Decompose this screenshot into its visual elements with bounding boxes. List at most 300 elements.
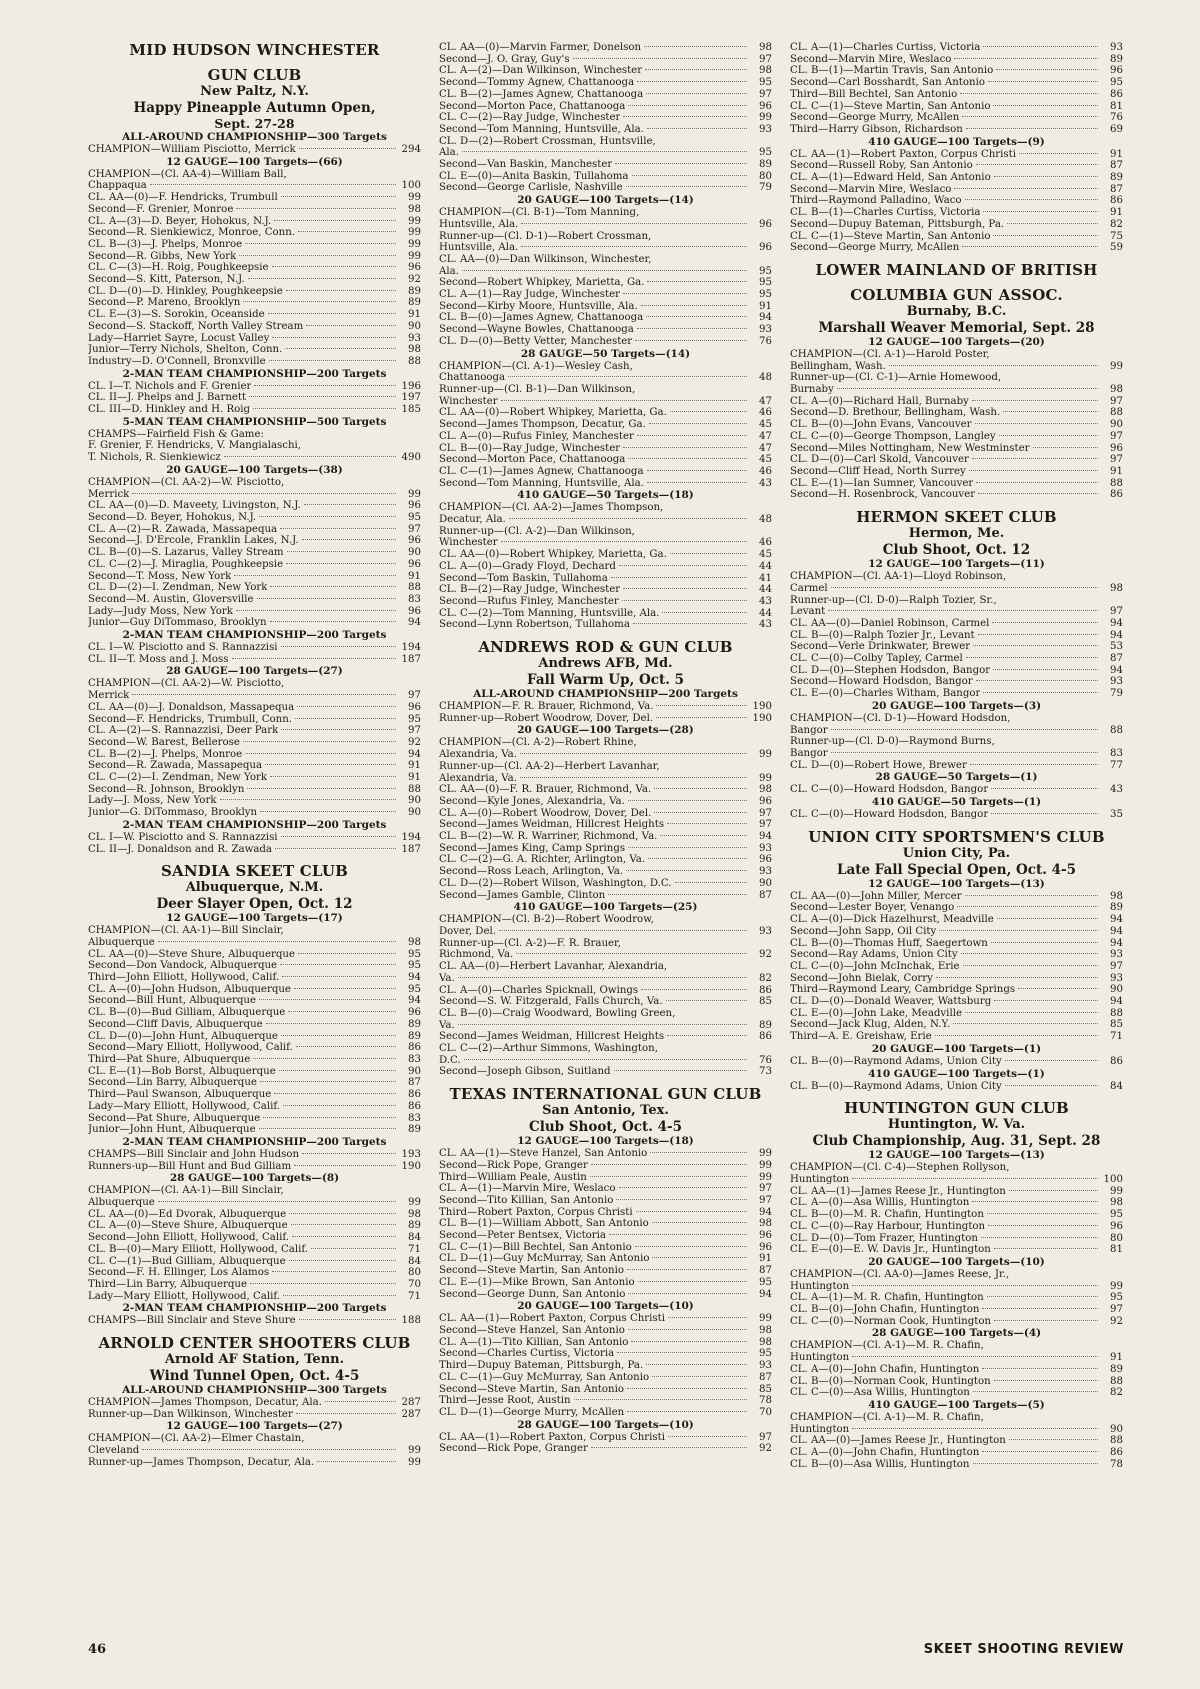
dot-leader xyxy=(981,1237,1098,1238)
result-entry: Second—Carl Bosshardt, San Antonio xyxy=(790,77,985,89)
result-entry: Second—Miles Nottingham, New Westminster xyxy=(790,442,1030,454)
result-entry: Second—Kirby Moore, Huntsville, Ala. xyxy=(439,300,638,312)
score: 75 xyxy=(1110,230,1123,242)
result-entry: Second—Cliff Davis, Albuquerque xyxy=(88,1018,263,1030)
result-row xyxy=(88,1019,421,1031)
result-row xyxy=(88,995,421,1007)
result-entry: CL. AA—(1)—James Reese Jr., Huntington xyxy=(790,1185,1006,1197)
dot-leader xyxy=(988,81,1098,82)
dot-leader xyxy=(272,266,396,267)
section-heading: 28 GAUGE—100 Targets—(4) xyxy=(871,1327,1042,1340)
score: 84 xyxy=(408,1255,421,1267)
result-row xyxy=(439,749,772,761)
dot-leader xyxy=(311,1248,396,1249)
result-row xyxy=(439,124,772,136)
score: 98 xyxy=(759,784,772,796)
score: 83 xyxy=(408,593,421,605)
result-row xyxy=(88,571,421,583)
dot-leader xyxy=(965,199,1098,200)
result-entry: Second—Don Vandock, Albuquerque xyxy=(88,960,278,972)
dot-leader xyxy=(637,81,747,82)
result-row xyxy=(88,1457,421,1469)
results-columns xyxy=(88,42,1124,1632)
result-entry: Merrick xyxy=(88,690,130,702)
result-row xyxy=(790,231,1123,243)
dot-leader xyxy=(632,175,748,176)
result-row xyxy=(88,1077,421,1089)
dot-leader xyxy=(259,999,396,1000)
result-entry: Second—John Elliott, Hollywood, Calif. xyxy=(88,1232,290,1244)
score: 88 xyxy=(1110,407,1123,419)
result-entry: Runners-up—Bill Hunt and Bud Gilliam xyxy=(88,1160,292,1172)
result-entry: Second—George Dunn, San Antonio xyxy=(439,1288,626,1300)
result-row xyxy=(790,1186,1123,1198)
score: 93 xyxy=(759,866,772,878)
score: 89 xyxy=(408,1030,421,1042)
result-row xyxy=(439,1020,772,1032)
score: 99 xyxy=(408,215,421,227)
dot-leader xyxy=(667,1035,747,1036)
result-row xyxy=(790,961,1123,973)
dot-leader xyxy=(1009,1439,1098,1440)
dot-leader xyxy=(637,328,747,329)
score: 185 xyxy=(401,404,421,416)
result-entry: Ala. xyxy=(439,265,459,277)
result-row xyxy=(439,65,772,77)
score: 79 xyxy=(1110,688,1123,700)
result-row xyxy=(790,653,1123,665)
dot-leader xyxy=(961,953,1098,954)
score: 99 xyxy=(408,1456,421,1468)
score: 96 xyxy=(1110,65,1123,77)
result-entry: Second—Howard Hodsdon, Bangor xyxy=(790,676,973,688)
result-entry: CL. AA—(0)—Robert Whipkey, Marietta, Ga. xyxy=(439,549,667,561)
result-row xyxy=(88,1315,421,1327)
score: 48 xyxy=(759,372,772,384)
score: 91 xyxy=(408,570,421,582)
dot-leader xyxy=(976,482,1098,483)
result-entry: Second—F. Grenier, Monroe xyxy=(88,203,234,215)
dot-leader xyxy=(628,847,747,848)
result-row xyxy=(790,1031,1123,1043)
dot-leader xyxy=(987,1296,1098,1297)
dot-leader xyxy=(458,1024,747,1025)
dot-leader xyxy=(641,989,747,990)
dot-leader xyxy=(623,588,747,589)
result-row xyxy=(439,561,772,573)
result-row xyxy=(439,1360,772,1372)
result-entry: CL. B—(0)—James Agnew, Chattanooga xyxy=(439,312,644,324)
score: 97 xyxy=(759,819,772,831)
result-row xyxy=(439,312,772,324)
dot-leader xyxy=(296,1046,396,1047)
result-entry: CL. E—(0)—E. W. Davis Jr., Huntington xyxy=(790,1244,991,1256)
dot-leader xyxy=(265,764,396,765)
dot-leader xyxy=(270,621,396,622)
result-row xyxy=(439,996,772,1008)
result-row xyxy=(439,808,772,820)
dot-leader xyxy=(1018,988,1098,989)
dot-leader xyxy=(649,423,747,424)
result-entry: Second—Lester Boyer, Venango xyxy=(790,902,955,914)
result-row xyxy=(439,147,772,159)
score: 98 xyxy=(408,344,421,356)
result-line: Runner-up—(Cl. D-1)—Robert Crossman, xyxy=(439,230,652,242)
result-entry: Second—Rick Pope, Granger xyxy=(439,1159,588,1171)
score: 71 xyxy=(1110,1031,1123,1043)
result-entry: Chappaqua xyxy=(88,180,147,192)
score: 99 xyxy=(1110,1280,1123,1292)
score: 97 xyxy=(1110,395,1123,407)
result-entry: Third—Harry Gibson, Richardson xyxy=(790,123,963,135)
result-row xyxy=(88,749,421,761)
result-entry: CL. I—W. Pisciotto and S. Rannazzisi xyxy=(88,831,278,843)
result-entry: CL. A—(2)—R. Zawada, Massapequa xyxy=(88,523,278,535)
score: 97 xyxy=(759,1431,772,1443)
result-row xyxy=(439,54,772,66)
result-entry: CL. B—(0)—Mary Elliott, Hollywood, Calif. xyxy=(88,1243,309,1255)
result-entry: CL. D—(0)—Betty Vetter, Manchester xyxy=(439,335,633,347)
result-entry: CL. B—(0)—S. Lazarus, Valley Stream xyxy=(88,547,284,559)
result-entry: CL. D—(2)—I. Zendman, New York xyxy=(88,582,268,594)
dot-leader xyxy=(831,729,1098,730)
score: 95 xyxy=(408,983,421,995)
score: 96 xyxy=(408,1007,421,1019)
result-row xyxy=(439,1242,772,1254)
dot-leader xyxy=(296,1413,396,1414)
score: 99 xyxy=(408,238,421,250)
dot-leader xyxy=(983,46,1098,47)
result-row xyxy=(88,937,421,949)
score: 47 xyxy=(759,430,772,442)
result-row xyxy=(790,748,1123,760)
result-row xyxy=(790,1447,1123,1459)
result-row xyxy=(439,1384,772,1396)
score: 188 xyxy=(401,1315,421,1327)
dot-leader xyxy=(646,1364,747,1365)
result-row xyxy=(790,384,1123,396)
result-entry: CL. A—(0)—Steve Shure, Albuquerque xyxy=(88,1220,288,1232)
club-name: GUN CLUB xyxy=(207,66,302,84)
result-entry: CL. D—(0)—Robert Howe, Brewer xyxy=(790,759,967,771)
score: 77 xyxy=(1110,759,1123,771)
section-heading: 20 GAUGE—100 Targets—(10) xyxy=(868,1255,1045,1268)
result-row xyxy=(88,297,421,309)
result-row xyxy=(790,891,1123,903)
score: 71 xyxy=(408,1290,421,1302)
section-heading: 28 GAUGE—50 Targets—(14) xyxy=(520,347,691,360)
dot-leader xyxy=(1005,1085,1098,1086)
score: 87 xyxy=(1110,160,1123,172)
result-line: CHAMPION—(Cl. AA-0)—James Reese, Jr., xyxy=(790,1268,1010,1280)
result-row xyxy=(88,807,421,819)
result-row xyxy=(439,1183,772,1195)
dot-leader xyxy=(253,1058,396,1059)
result-row xyxy=(439,171,772,183)
result-row xyxy=(790,242,1123,254)
result-row xyxy=(790,1081,1123,1093)
dot-leader xyxy=(462,270,747,271)
score: 93 xyxy=(759,926,772,937)
score: 98 xyxy=(759,1324,772,1336)
result-entry: Second—Tom Manning, Huntsville, Ala. xyxy=(439,477,644,489)
dot-leader xyxy=(638,1281,747,1282)
score: 81 xyxy=(1110,1244,1123,1256)
result-entry: CL. D—(0)—Carl Skold, Vancouver xyxy=(790,454,969,466)
score: 99 xyxy=(408,1197,421,1209)
dot-leader xyxy=(644,46,747,47)
section-heading: 12 GAUGE—100 Targets—(17) xyxy=(166,912,343,925)
result-entry: CL. C—(2)—J. Miraglia, Poughkeepsie xyxy=(88,558,284,570)
dot-leader xyxy=(656,717,747,718)
result-entry: Bellingham, Wash. xyxy=(790,360,886,372)
score: 96 xyxy=(759,1241,772,1253)
result-row xyxy=(88,1256,421,1268)
result-entry: CL. AA—(1)—Steve Hanzel, San Antonio xyxy=(439,1148,648,1160)
section-heading: 20 GAUGE—100 Targets—(28) xyxy=(517,724,694,737)
dot-leader xyxy=(270,586,396,587)
result-entry: CL. D—(0)—Donald Weaver, Wattsburg xyxy=(790,996,992,1008)
score: 44 xyxy=(759,607,772,619)
score: 95 xyxy=(408,948,421,960)
score: 95 xyxy=(759,289,772,301)
score: 99 xyxy=(759,749,772,761)
result-row xyxy=(439,596,772,608)
result-entry: Lady—Judy Moss, New York xyxy=(88,605,233,617)
section-heading: 20 GAUGE—100 Targets—(38) xyxy=(166,463,343,476)
score: 95 xyxy=(759,277,772,289)
score: 94 xyxy=(759,831,772,843)
score: 194 xyxy=(401,642,421,654)
result-entry: Alexandria, Va. xyxy=(439,749,517,761)
result-row xyxy=(790,1221,1123,1233)
score: 93 xyxy=(759,324,772,336)
dot-leader xyxy=(614,1070,747,1071)
result-entry: Third—Raymond Leary, Cambridge Springs xyxy=(790,984,1016,996)
result-line: Runner-up—(Cl. A-2)—Dan Wilkinson, xyxy=(439,525,635,537)
result-entry: Huntington xyxy=(790,1174,850,1185)
dot-leader xyxy=(158,1201,396,1202)
result-row xyxy=(88,1101,421,1113)
dot-leader xyxy=(654,788,747,789)
result-entry: Lady—Mary Elliott, Hollywood, Calif. xyxy=(88,1290,280,1302)
dot-leader xyxy=(245,243,396,244)
result-entry: Third—Lin Barry, Albuquerque xyxy=(88,1278,247,1290)
column-1 xyxy=(88,42,421,1632)
score: 53 xyxy=(1110,641,1123,653)
result-row xyxy=(790,676,1123,688)
result-row xyxy=(439,478,772,490)
result-row xyxy=(790,938,1123,950)
dot-leader xyxy=(282,976,396,977)
result-line: CHAMPS—Fairfield Fish & Game: xyxy=(88,428,264,440)
event-title: Club Championship, Aug. 31, Sept. 28 xyxy=(812,1133,1101,1150)
result-row xyxy=(790,407,1123,419)
dot-leader xyxy=(289,1213,396,1214)
score: 88 xyxy=(408,355,421,367)
result-row xyxy=(88,832,421,844)
result-line: Runner-up—(Cl. B-1)—Dan Wilkinson, xyxy=(439,383,636,395)
event-date: Sept. 27-28 xyxy=(214,116,295,131)
result-row xyxy=(790,42,1123,54)
result-entry: Second—R. Gibbs, New York xyxy=(88,250,237,262)
score: 193 xyxy=(401,1148,421,1160)
result-entry: CL. C—(2)—Ray Judge, Winchester xyxy=(439,112,621,124)
section-heading: 12 GAUGE—100 Targets—(20) xyxy=(868,335,1045,348)
dot-leader xyxy=(648,858,747,859)
score: 95 xyxy=(1110,1292,1123,1304)
dot-leader xyxy=(646,93,747,94)
result-entry: CL. C—(1)—James Agnew, Chattanooga xyxy=(439,465,644,477)
result-line: CHAMPION—(Cl. B-1)—Tom Manning, xyxy=(439,207,640,219)
dot-leader xyxy=(464,1059,747,1060)
dot-leader xyxy=(263,1117,396,1118)
score: 97 xyxy=(408,690,421,702)
result-entry: CL. II—J. Phelps and J. Barnett xyxy=(88,392,247,404)
score: 88 xyxy=(1110,724,1123,736)
score: 95 xyxy=(759,147,772,159)
score: 80 xyxy=(759,170,772,182)
dot-leader xyxy=(232,658,397,659)
dot-leader xyxy=(628,1293,747,1294)
result-entry: CL. B—(0)—Raymond Adams, Union City xyxy=(790,1080,1002,1092)
dot-leader xyxy=(304,504,396,505)
result-row xyxy=(88,1113,421,1125)
score: 86 xyxy=(408,1042,421,1054)
score: 99 xyxy=(408,250,421,262)
result-entry: Junior—G. DiTommaso, Brooklyn xyxy=(88,807,258,819)
score: 97 xyxy=(408,523,421,535)
result-entry: Second—James Weidman, Hillcrest Heights xyxy=(439,1031,665,1043)
dot-leader xyxy=(266,1023,396,1024)
score: 99 xyxy=(408,488,421,500)
result-entry: Second—Steve Martin, San Antonio xyxy=(439,1265,624,1277)
section-heading: 410 GAUGE—100 Targets—(5) xyxy=(868,1398,1045,1411)
result-entry: CL. B—(2)—James Agnew, Chattanooga xyxy=(439,88,644,100)
result-entry: Third—Paul Swanson, Albuquerque xyxy=(88,1089,272,1101)
result-row xyxy=(790,1244,1123,1256)
dot-leader xyxy=(982,1368,1098,1369)
result-entry: Second—Russell Roby, San Antonio xyxy=(790,160,973,172)
score: 76 xyxy=(759,335,772,347)
dot-leader xyxy=(993,235,1098,236)
result-entry: Second—S. Stackoff, North Valley Stream xyxy=(88,320,304,332)
result-row xyxy=(88,1031,421,1043)
dot-leader xyxy=(288,1011,396,1012)
result-row xyxy=(439,1055,772,1067)
score: 99 xyxy=(759,1313,772,1325)
result-row xyxy=(439,242,772,254)
score: 190 xyxy=(752,701,772,713)
result-entry: Bangor xyxy=(790,747,828,759)
dot-leader xyxy=(636,1211,747,1212)
result-row xyxy=(439,1218,772,1230)
score: 94 xyxy=(408,995,421,1007)
dot-leader xyxy=(254,385,396,386)
result-row xyxy=(88,582,421,594)
score: 490 xyxy=(401,452,421,464)
result-entry: CL. B—(1)—William Abbott, San Antonio xyxy=(439,1218,649,1230)
dot-leader xyxy=(626,870,747,871)
score: 85 xyxy=(759,996,772,1008)
score: 73 xyxy=(759,1066,772,1078)
result-row xyxy=(88,1124,421,1136)
dot-leader xyxy=(852,1428,1098,1429)
result-row xyxy=(88,356,421,368)
dot-leader xyxy=(281,196,396,197)
result-row xyxy=(439,182,772,194)
result-line: CHAMPION—(Cl. A-2)—Robert Rhine, xyxy=(439,737,637,749)
result-entry: Second—Marvin Mire, Weslaco xyxy=(790,183,952,195)
dot-leader xyxy=(521,246,747,247)
score: 90 xyxy=(408,547,421,559)
dot-leader xyxy=(650,1152,747,1153)
score: 93 xyxy=(1110,676,1123,688)
result-row xyxy=(790,1435,1123,1447)
score: 94 xyxy=(759,1288,772,1300)
dot-leader xyxy=(852,1356,1098,1357)
result-entry: Huntington xyxy=(790,1352,850,1364)
result-row xyxy=(88,1149,421,1161)
result-entry: CL. A—(0)—Robert Woodrow, Dover, Del. xyxy=(439,807,652,819)
result-entry: CL. A—(0)—Grady Floyd, Dechard xyxy=(439,560,616,572)
result-row xyxy=(790,760,1123,772)
result-row xyxy=(88,227,421,239)
result-entry: Second—Steve Hanzel, San Antonio xyxy=(439,1324,625,1336)
score: 87 xyxy=(759,889,772,901)
result-line: CHAMPION—(Cl. AA-1)—Bill Sinclair, xyxy=(88,1185,284,1197)
score: 97 xyxy=(1110,454,1123,466)
score: 89 xyxy=(1110,1363,1123,1375)
dot-leader xyxy=(983,692,1098,693)
result-row xyxy=(88,452,421,464)
dot-leader xyxy=(623,447,747,448)
result-row xyxy=(439,1432,772,1444)
result-row xyxy=(439,701,772,713)
result-row xyxy=(439,301,772,313)
page-footer xyxy=(88,1642,1124,1657)
score: 85 xyxy=(1110,1019,1123,1031)
score: 94 xyxy=(1110,937,1123,949)
dot-leader xyxy=(520,777,747,778)
result-row xyxy=(790,973,1123,985)
score: 99 xyxy=(408,227,421,239)
result-entry: Second—Mary Elliott, Hollywood, Calif. xyxy=(88,1042,293,1054)
score: 92 xyxy=(759,1443,772,1455)
score: 90 xyxy=(408,320,421,332)
result-entry: Second—Dupuy Bateman, Pittsburgh, Pa. xyxy=(790,218,1005,230)
result-entry: CL. E—(1)—Bob Borst, Albuquerque xyxy=(88,1065,276,1077)
result-entry: CL. D—(1)—George Murry, McAllen xyxy=(439,1406,625,1418)
dot-leader xyxy=(647,281,747,282)
score: 90 xyxy=(1110,419,1123,431)
result-row xyxy=(439,784,772,796)
dot-leader xyxy=(520,753,747,754)
score: 82 xyxy=(1110,218,1123,230)
dot-leader xyxy=(289,1260,396,1261)
score: 98 xyxy=(408,936,421,948)
score: 96 xyxy=(759,795,772,807)
result-entry: Carmel xyxy=(790,582,828,594)
score: 43 xyxy=(1110,784,1123,796)
score: 89 xyxy=(759,1019,772,1031)
result-entry: CL. C—(0)—George Thompson, Langley xyxy=(790,430,996,442)
result-entry: Second—Verle Drinkwater, Brewer xyxy=(790,641,971,653)
result-row xyxy=(790,1424,1123,1436)
score: 47 xyxy=(759,442,772,454)
result-entry: Second—P. Mareno, Brooklyn xyxy=(88,297,241,309)
result-row xyxy=(88,960,421,972)
